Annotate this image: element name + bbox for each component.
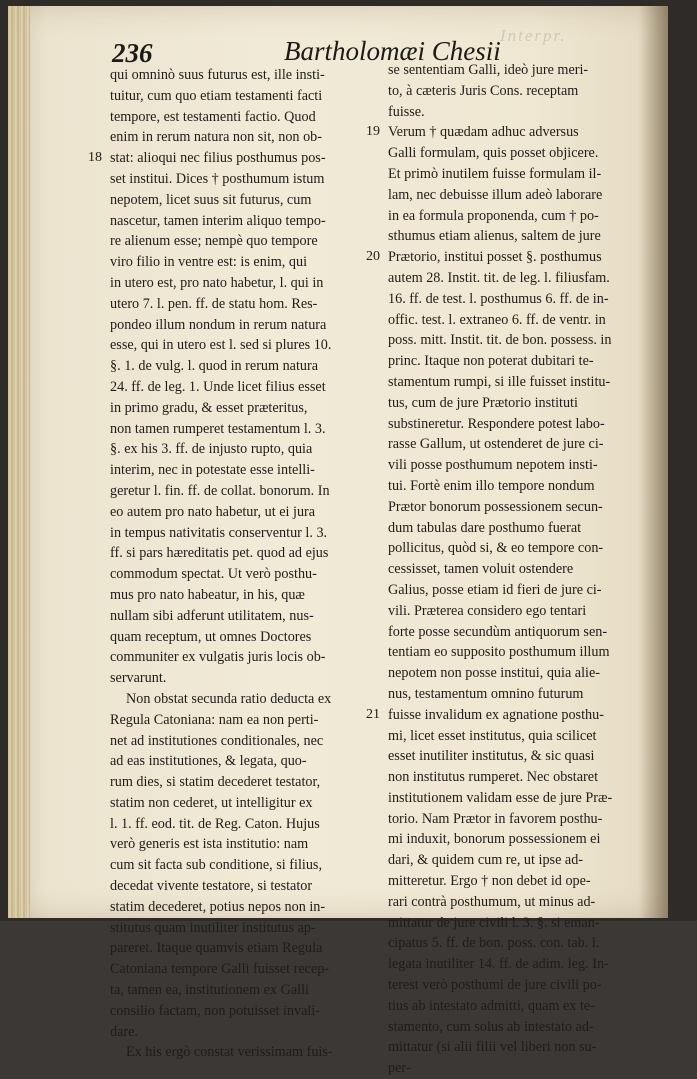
text-line: re alienum esse; nempè quo tempore	[110, 233, 318, 250]
bleed-through-text: Interpr.	[500, 26, 567, 45]
text-line: autem 28. Instit. tit. de leg. l. filiusfam.	[388, 269, 610, 286]
margin-paragraph-number: 18	[88, 150, 102, 166]
text-line: utero 7. l. pen. ff. de statu hom. Res-	[110, 295, 318, 312]
text-line: vili. Præterea considero ego tentari	[388, 602, 587, 619]
text-line: Regula Catoniana: nam ea non perti-	[110, 711, 319, 728]
text-line: enim in rerum natura non sit, non ob-	[110, 129, 322, 146]
text-line: ff. si pars hæreditatis pet. quod ad ejus	[110, 545, 329, 562]
text-line: rari contrà posthumum, ut minus ad-	[388, 893, 596, 910]
margin-paragraph-number: 21	[366, 706, 380, 722]
text-line: substineretur. Respondere potest labo-	[388, 415, 605, 432]
text-line: rasse Gallum, ut ostenderet de jure ci-	[388, 436, 604, 453]
text-line: cipatus 5. ff. de bon. poss. con. tab. l.	[388, 935, 600, 952]
running-title: Bartholomæi Chesii	[284, 36, 501, 66]
text-line: communiter ex vulgatis juris locis ob-	[110, 649, 326, 666]
text-line: mittatur (si alii filii vel liberi non su-	[388, 1039, 597, 1056]
text-line: nepotem, licet suus sit futurus, cum	[110, 191, 312, 208]
text-line: forte posse secundùm antiquorum sen-	[388, 623, 608, 640]
text-line: offic. test. l. extraneo 6. ff. de ventr. in	[388, 311, 606, 328]
text-line: cessisset, tamen voluit ostendere	[388, 561, 574, 578]
text-line: interim, nec in potestate esse intelli-	[110, 462, 315, 479]
text-line: pareret. Itaque quamvis etiam Regula	[110, 940, 323, 957]
text-line: Non obstat secunda ratio deducta ex	[126, 690, 332, 707]
text-line: dari, & quidem cum re, ut ipse ad-	[388, 852, 584, 869]
text-line: mi, licet esset institutus, quia scilicet	[388, 727, 597, 744]
text-line: viro filio in ventre est: is enim, qui	[110, 254, 308, 271]
text-line: princ. Itaque non poterat dubitari te-	[388, 353, 594, 370]
text-line: non institutus rumperet. Nec obstaret	[388, 769, 599, 786]
text-line: esse, qui in utero est l. sed si plures 10.	[110, 337, 332, 354]
text-line: tius ab intestato admitti, quam ex te-	[388, 997, 595, 1014]
text-line: mitteretur. Ergo † non debet id ope-	[388, 873, 591, 890]
text-line: ad eas institutiones, & legata, quo-	[110, 753, 307, 770]
text-line: qui omninò suus futurus est, ille insti-	[110, 67, 325, 83]
text-line: in utero est, pro nato habetur, l. qui in	[110, 274, 324, 291]
text-line: non tamen rumperet testamentum l. 3.	[110, 420, 326, 437]
text-line: decedat vivente testatore, si testator	[110, 878, 313, 895]
text-line: torio. Nam Prætor in favorem posthu-	[388, 810, 603, 827]
text-line: in primo gradu, & esset præteritus,	[110, 399, 308, 416]
text-line: Catoniana tempore Galli fuisset recep-	[110, 961, 330, 978]
text-line: nullam sibi adferunt utilitatem, nus-	[110, 607, 314, 624]
text-line: servarunt.	[110, 670, 167, 687]
text-line: mi induxit, bonorum possessionem ei	[388, 831, 601, 848]
text-line: poss. mitt. Instit. tit. de bon. possess. in	[388, 332, 612, 349]
text-line: stat: alioqui nec filius posthumus pos-	[110, 150, 326, 167]
text-line: eo autem pro nato habetur, ut ei jura	[110, 503, 316, 520]
text-line: stamentum rumpi, si ille fuisset institu-	[388, 373, 611, 390]
text-line: verò generis est ista institutio: nam	[110, 836, 309, 853]
text-line: lam, nec debuisse illum adeò laborare	[388, 186, 603, 203]
text-line: tentiam eo supposito posthumum illum	[388, 644, 610, 661]
text-line: fuisse.	[388, 103, 425, 120]
text-line: quam receptum, ut omnes Doctores	[110, 628, 312, 645]
text-line: consilio factam, non potuisset invali-	[110, 1002, 321, 1019]
text-line: set institui. Dices † posthumum istum	[110, 170, 325, 187]
page-gutter-edge	[8, 6, 30, 918]
text-line: in tempus nativitatis conserventur l. 3.	[110, 524, 328, 541]
text-line: §. ex his 3. ff. de injusto rupto, quia	[110, 441, 313, 458]
margin-paragraph-number: 20	[366, 249, 380, 265]
text-line: tui. Fortè enim illo tempore nondum	[388, 477, 595, 494]
text-line: Galli formulam, quis posset objicere.	[388, 145, 599, 162]
text-line: ta, tamen ea, institutionem ex Galli	[110, 982, 309, 999]
text-line: se sententiam Galli, ideò jure meri-	[388, 62, 589, 78]
text-line: in ea formula proponenda, cum † po-	[388, 207, 599, 224]
text-line: Ex his ergò constat verissimam fuis-	[126, 1044, 333, 1061]
text-line: Verum † quædam adhuc adversus	[388, 124, 579, 141]
text-line: cum sit facta sub conditione, si filius,	[110, 857, 322, 874]
text-line: rum dies, si statim decederet testator,	[110, 774, 321, 791]
text-line: stamento, cum solus ab intestato ad-	[388, 1018, 594, 1035]
text-line: tus, cum de jure Prætorio instituti	[388, 394, 578, 411]
text-line: tempore, est testamenti factio. Quod	[110, 108, 316, 125]
text-line: to, à cæteris Juris Cons. receptam	[388, 82, 579, 99]
text-line: institutionem validam esse de jure Præ-	[388, 789, 613, 806]
text-line: esset inutiliter institutus, & sic quasi	[388, 748, 595, 765]
text-line: nus, testamentum omnino futurum	[388, 685, 584, 702]
text-line: Prætor bonorum possessionem secun-	[388, 498, 603, 515]
text-line: tuitur, cum quo etiam testamenti facti	[110, 87, 323, 104]
text-line: nepotem non posse institui, quia alie-	[388, 665, 600, 682]
text-line: Et primò inutilem fuisse formulam il-	[388, 165, 602, 182]
text-line: mus pro nato habeatur, in his, quæ	[110, 586, 305, 603]
left-text-column	[110, 65, 372, 1063]
text-line: 16. ff. de test. l. posthumus 6. ff. de in-	[388, 290, 609, 307]
text-line: pollicitus, quòd si, & eo tempore con-	[388, 540, 604, 557]
text-line: per-	[388, 1060, 411, 1077]
text-line: mittatur de jure civili l. 3. §. si eman-	[388, 914, 600, 931]
text-line: net ad institutiones conditionales, nec	[110, 732, 324, 749]
text-line: sthumus etiam alienus, saltem de jure	[388, 228, 601, 245]
text-line: commodum spectat. Ut verò posthu-	[110, 566, 317, 583]
text-line: vili posse posthumum nepotem insti-	[388, 457, 598, 474]
text-line: legata inutiliter 14. ff. de adim. leg. In-	[388, 956, 609, 973]
text-line: statim non cederet, ut intelligitur ex	[110, 794, 313, 811]
text-line: stitutus quam inutiliter institutus ap-	[110, 919, 316, 936]
text-line: Prætorio, institui posset §. posthumus	[388, 249, 602, 266]
text-line: statim decederet, potius nepos non in-	[110, 898, 326, 915]
right-text-column	[388, 60, 660, 1079]
text-line: terest verò posthumi de jure civili po-	[388, 977, 602, 994]
text-line: Galius, posse etiam id fieri de jure ci-	[388, 581, 602, 598]
margin-paragraph-number: 19	[366, 124, 380, 140]
text-line: dum tabulas dare posthumo fuerat	[388, 519, 582, 536]
page-number: 236	[112, 38, 153, 68]
text-line: fuisse invalidum ex agnatione posthu-	[388, 706, 604, 723]
text-line: pondeo illum nondum in rerum natura	[110, 316, 327, 333]
text-line: 24. ff. de leg. 1. Unde licet filius esset	[110, 378, 326, 395]
text-line: geretur l. fin. ff. de collat. bonorum. In	[110, 482, 330, 499]
text-line: §. 1. de vulg. l. quod in rerum natura	[110, 358, 319, 375]
text-line: nascetur, tamen interim aliquo tempo-	[110, 212, 326, 229]
text-line: dare.	[110, 1023, 138, 1040]
text-line: l. 1. ff. eod. tit. de Reg. Caton. Hujus	[110, 815, 320, 832]
